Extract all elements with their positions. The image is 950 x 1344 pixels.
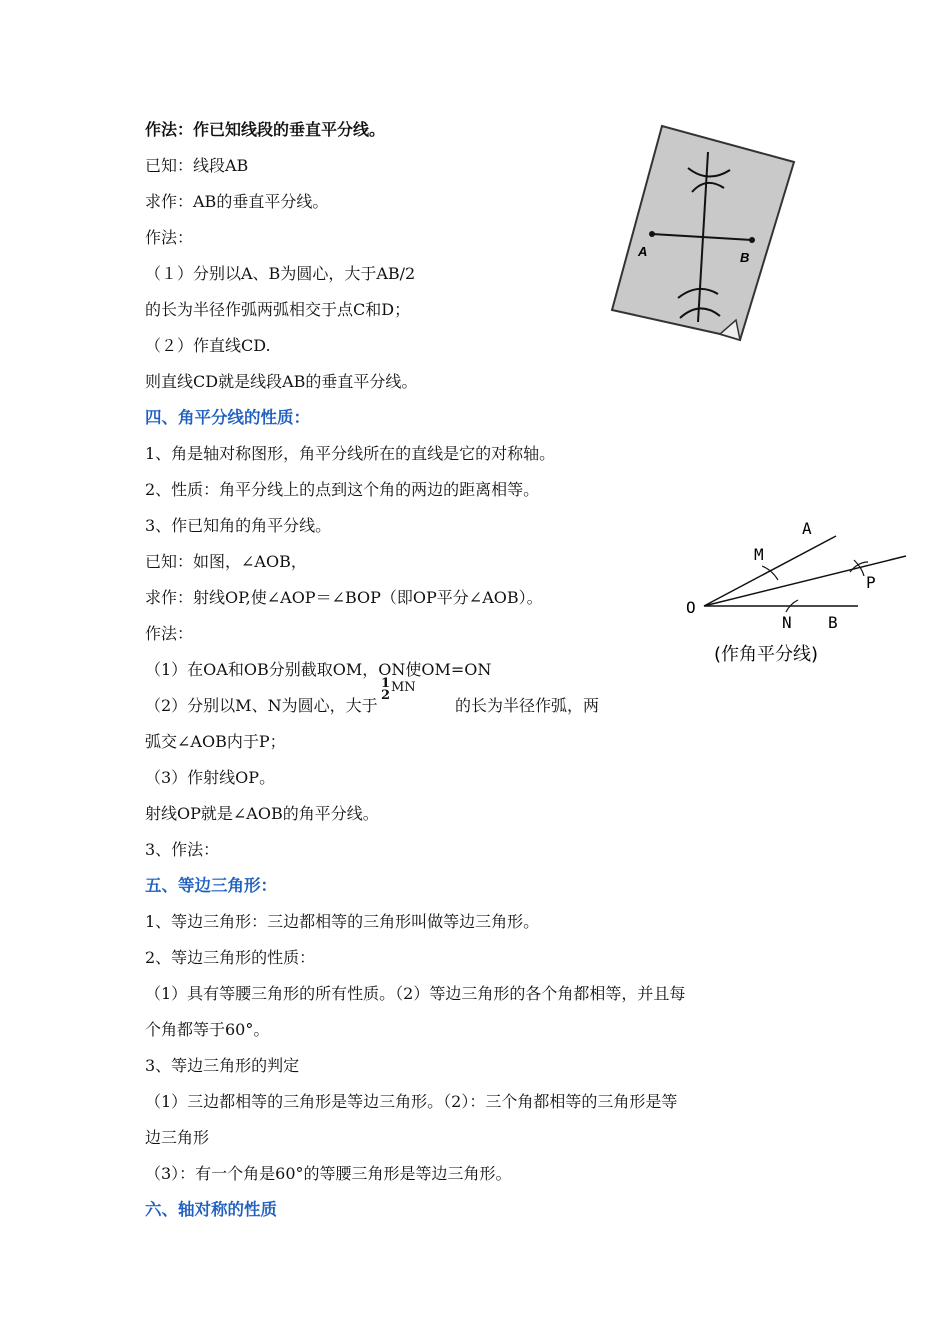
section4-step2-pre: （2）分别以M、N为圆心，大于 — [145, 696, 378, 715]
perp-find: 求作：AB的垂直平分线。 — [145, 192, 329, 211]
perp-step1a: （１）分别以A、B为圆心，大于AB/2 — [145, 264, 416, 283]
section5-heading: 五、等边三角形： — [145, 876, 277, 895]
section4-find: 求作：射线OP,使∠AOP＝∠BOP（即OP平分∠AOB）。 — [145, 588, 543, 607]
fraction-denominator: 2 — [381, 688, 391, 703]
label-n: N — [782, 613, 792, 632]
fraction-numerator: 1 — [381, 676, 391, 691]
label-b: B — [828, 613, 838, 632]
section5-p7: 边三角形 — [145, 1128, 210, 1147]
section4-result: 射线OP就是∠AOB的角平分线。 — [145, 804, 379, 823]
label-p: P — [866, 573, 876, 592]
point-b — [749, 237, 755, 243]
perp-bisector-figure — [608, 122, 800, 346]
perp-step1b: 的长为半径作弧两弧相交于点C和D； — [145, 300, 411, 319]
section6-heading: 六、轴对称的性质 — [145, 1200, 277, 1219]
label-m: M — [754, 545, 764, 564]
section4-p3: 3、作已知角的角平分线。 — [145, 516, 332, 535]
figure2-caption: (作角平分线) — [714, 644, 819, 665]
label-b: B — [740, 250, 750, 265]
section4-given: 已知：如图，∠AOB， — [145, 552, 307, 571]
section5-p6: （1）三边都相等的三角形是等边三角形。（2）：三个角都相等的三角形是等 — [145, 1092, 678, 1111]
fraction-variable: MN — [391, 680, 416, 695]
section5-p8: （3）：有一个角是60°的等腰三角形是等边三角形。 — [145, 1164, 512, 1183]
section4-p2: 2、性质：角平分线上的点到这个角的两边的距离相等。 — [145, 480, 540, 499]
perp-step2: （２）作直线CD. — [145, 336, 271, 355]
section4-step1: （1）在OA和OB分别截取OM，ON使OM=ON — [145, 660, 492, 679]
section4-heading: 四、角平分线的性质： — [145, 408, 310, 427]
perp-method: 作法： — [145, 228, 194, 247]
section4-p4: 3、作法： — [145, 840, 220, 859]
section4-p1: 1、角是轴对称图形，角平分线所在的直线是它的对称轴。 — [145, 444, 556, 463]
angle-bisector-figure — [678, 516, 910, 672]
section4-step2b: 弧交∠AOB内于P； — [145, 732, 286, 751]
perp-result: 则直线CD就是线段AB的垂直平分线。 — [145, 372, 418, 391]
section5-p3: （1）具有等腰三角形的所有性质。（2）等边三角形的各个角都相等，并且每 — [145, 984, 686, 1003]
label-o: O — [686, 598, 696, 617]
perp-given: 已知：线段AB — [145, 156, 249, 175]
section4-step3: （3）作射线OP。 — [145, 768, 276, 787]
section5-p4: 个角都等于60°。 — [145, 1020, 270, 1039]
label-a: A — [638, 244, 648, 259]
section5-p2: 2、等边三角形的性质： — [145, 948, 316, 967]
section4-method: 作法： — [145, 624, 194, 643]
ray-op — [704, 556, 906, 606]
section5-p1: 1、等边三角形：三边都相等的三角形叫做等边三角形。 — [145, 912, 540, 931]
label-a: A — [802, 519, 812, 538]
point-a — [649, 231, 655, 237]
section5-p5: 3、等边三角形的判定 — [145, 1056, 300, 1075]
perp-bisector-title: 作法：作已知线段的垂直平分线。 — [145, 120, 386, 139]
section4-step2-post: 的长为半径作弧，两 — [455, 696, 600, 715]
